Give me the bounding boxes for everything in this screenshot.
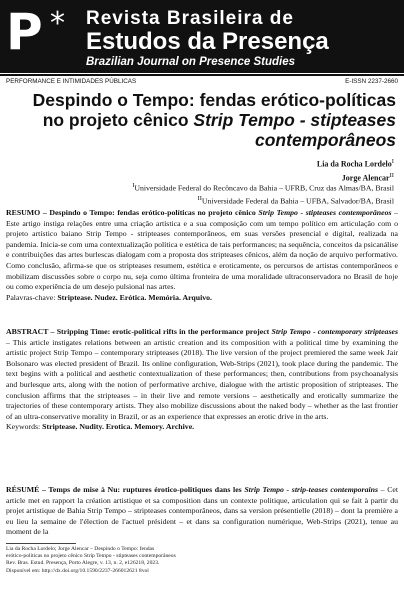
- citation-line: erótico-políticas no projeto cênico Strip Tempo - stipteases contemporâneos: [6, 553, 176, 560]
- journal-masthead: [0, 0, 404, 73]
- citation-line: Rev. Bras. Estud. Presença, Porto Alegre, v. 13, n. 2, e126218, 2023.: [6, 560, 160, 567]
- resumo-paragraph: RESUMO – Despindo o Tempo: fendas erótico-políticas no projeto cênico Strip Tempo - stipteases contemporâneos – Este artigo instiga relações entre uma criação artística e a sua composição com um tempo político em articulação com o projeto artístico baiano Strip Tempo - stripteases contemporâneos, em suas versões presencial e digital, realizada na pandemia. Inicia-se com uma contextualização política e estética de tais performances; na sequência, conceitos da psicanálise e contribuições das artes burlescas dialogam com a proposta dos stripteases cênicos, além da noção de arquivo performativo. Como conclusão, afirma-se que os stripteases resumem, estética e eroticamente, os percursos de artistas contemporâneos e mobilizam discussões sobre o corpo nu, seja como última fronteira de uma moralidade ultraconservadora no Brasil de hoje ou como experiência de um desejo pulsional nas artes. Palavras-chave: Striptease. Nudez. Erótica. Memória. Arquivo.: [6, 208, 398, 302]
- affiliation: $^{II}$Universidade Federal da Bahia – UFBA, Salvador/BA, Brasil: [197, 194, 394, 206]
- affiliation-list: [132, 181, 394, 206]
- logo-star-icon: *: [50, 6, 65, 41]
- citation-footer: [6, 546, 176, 575]
- author-list: [317, 156, 394, 183]
- section-label: PERFORMANCE E INTIMIDADES PÚBLICAS: [6, 78, 137, 85]
- palavras-chave: Palavras-chave: Striptease. Nudez. Erótica. Memória. Arquivo.: [6, 292, 213, 302]
- journal-name-line2: Estudos da Presença: [86, 28, 329, 55]
- resume-paragraph: RÉSUMÉ – Temps de mise à Nu: ruptures érotico-politiques dans les Strip Tempo - strip-teases contemporains – Cet article met en rapport la création artistique et sa composition dans un contexte politique, articulation qui se fait à partir du projet artistique de Bahia Strip Tempo – stripteases contemporâneos, dans sa version présentielle (2018) – dont la première a eu lieu la semaine de l'élection de l'actuel président – et dans sa configuration numérique, Web-Strips (2021), tenue au moment de la: [6, 485, 399, 537]
- header-rule: [0, 74, 404, 76]
- abstract-paragraph: ABSTRACT – Stripping Time: erotic-political rifts in the performance project Strip Tempo - contemporary stripteases – This article instigates relations between an artistic creation and its composition with a political time by examining the artistic project Strip Tempo – contemporary stripteases (2018). The live version of the project premiered the same week Jair Bolsonaro was elected president of Brazil. Its online configuration, Web-Strips (2021), took place during the pandemic. The text begins with a political and aesthetic contextualization of these performances; then, contributions from psychoanalysis and burlesque arts, along with the notion of performative archive, dialogue with the artistic proposition of stripteases. The conclusion affirms that the stripteases – in their live and remote versions – aesthetically and erotically summarize the trajectories of these contemporary artists. They also mobilize discussions about the naked body – whether as the last frontier of an ultra-conservative morality in Brazil, or as an experience that expresses an erotic drive in the arts. Keywords: Striptease. Nudity. Erotica. Memory. Archive.: [6, 327, 398, 432]
- citation-line: Lia da Rocha Lordelo; Jorge Alencar – Despindo o Tempo: fendas: [6, 546, 155, 552]
- issn-label: E-ISSN 2237-2660: [345, 78, 398, 85]
- journal-name-english: Brazilian Journal on Presence Studies: [86, 56, 295, 68]
- article-title: Despindo o Tempo: fendas erótico-políticas no projeto cênico Strip Tempo - stipteases contemporâneos: [32, 90, 396, 150]
- affiliation: $^I$Universidade Federal do Recôncavo da Bahia – UFRB, Cruz das Almas/BA, Brasil: [132, 182, 394, 193]
- author: Jorge Alencar$^{II}$: [341, 171, 394, 183]
- journal-logo: P: [6, 3, 43, 61]
- keywords: Keywords: Striptease. Nudity. Erotica. Memory. Archive.: [6, 422, 195, 432]
- author: Lia da Rocha Lordelo$^I$: [316, 158, 394, 169]
- doi-link: Disponível em: http://dx.doi.org/10.1590/2237-266012621 8vol: [6, 567, 149, 574]
- footer-rule: [6, 543, 76, 544]
- journal-name-line1: Revista Brasileira de: [86, 8, 294, 29]
